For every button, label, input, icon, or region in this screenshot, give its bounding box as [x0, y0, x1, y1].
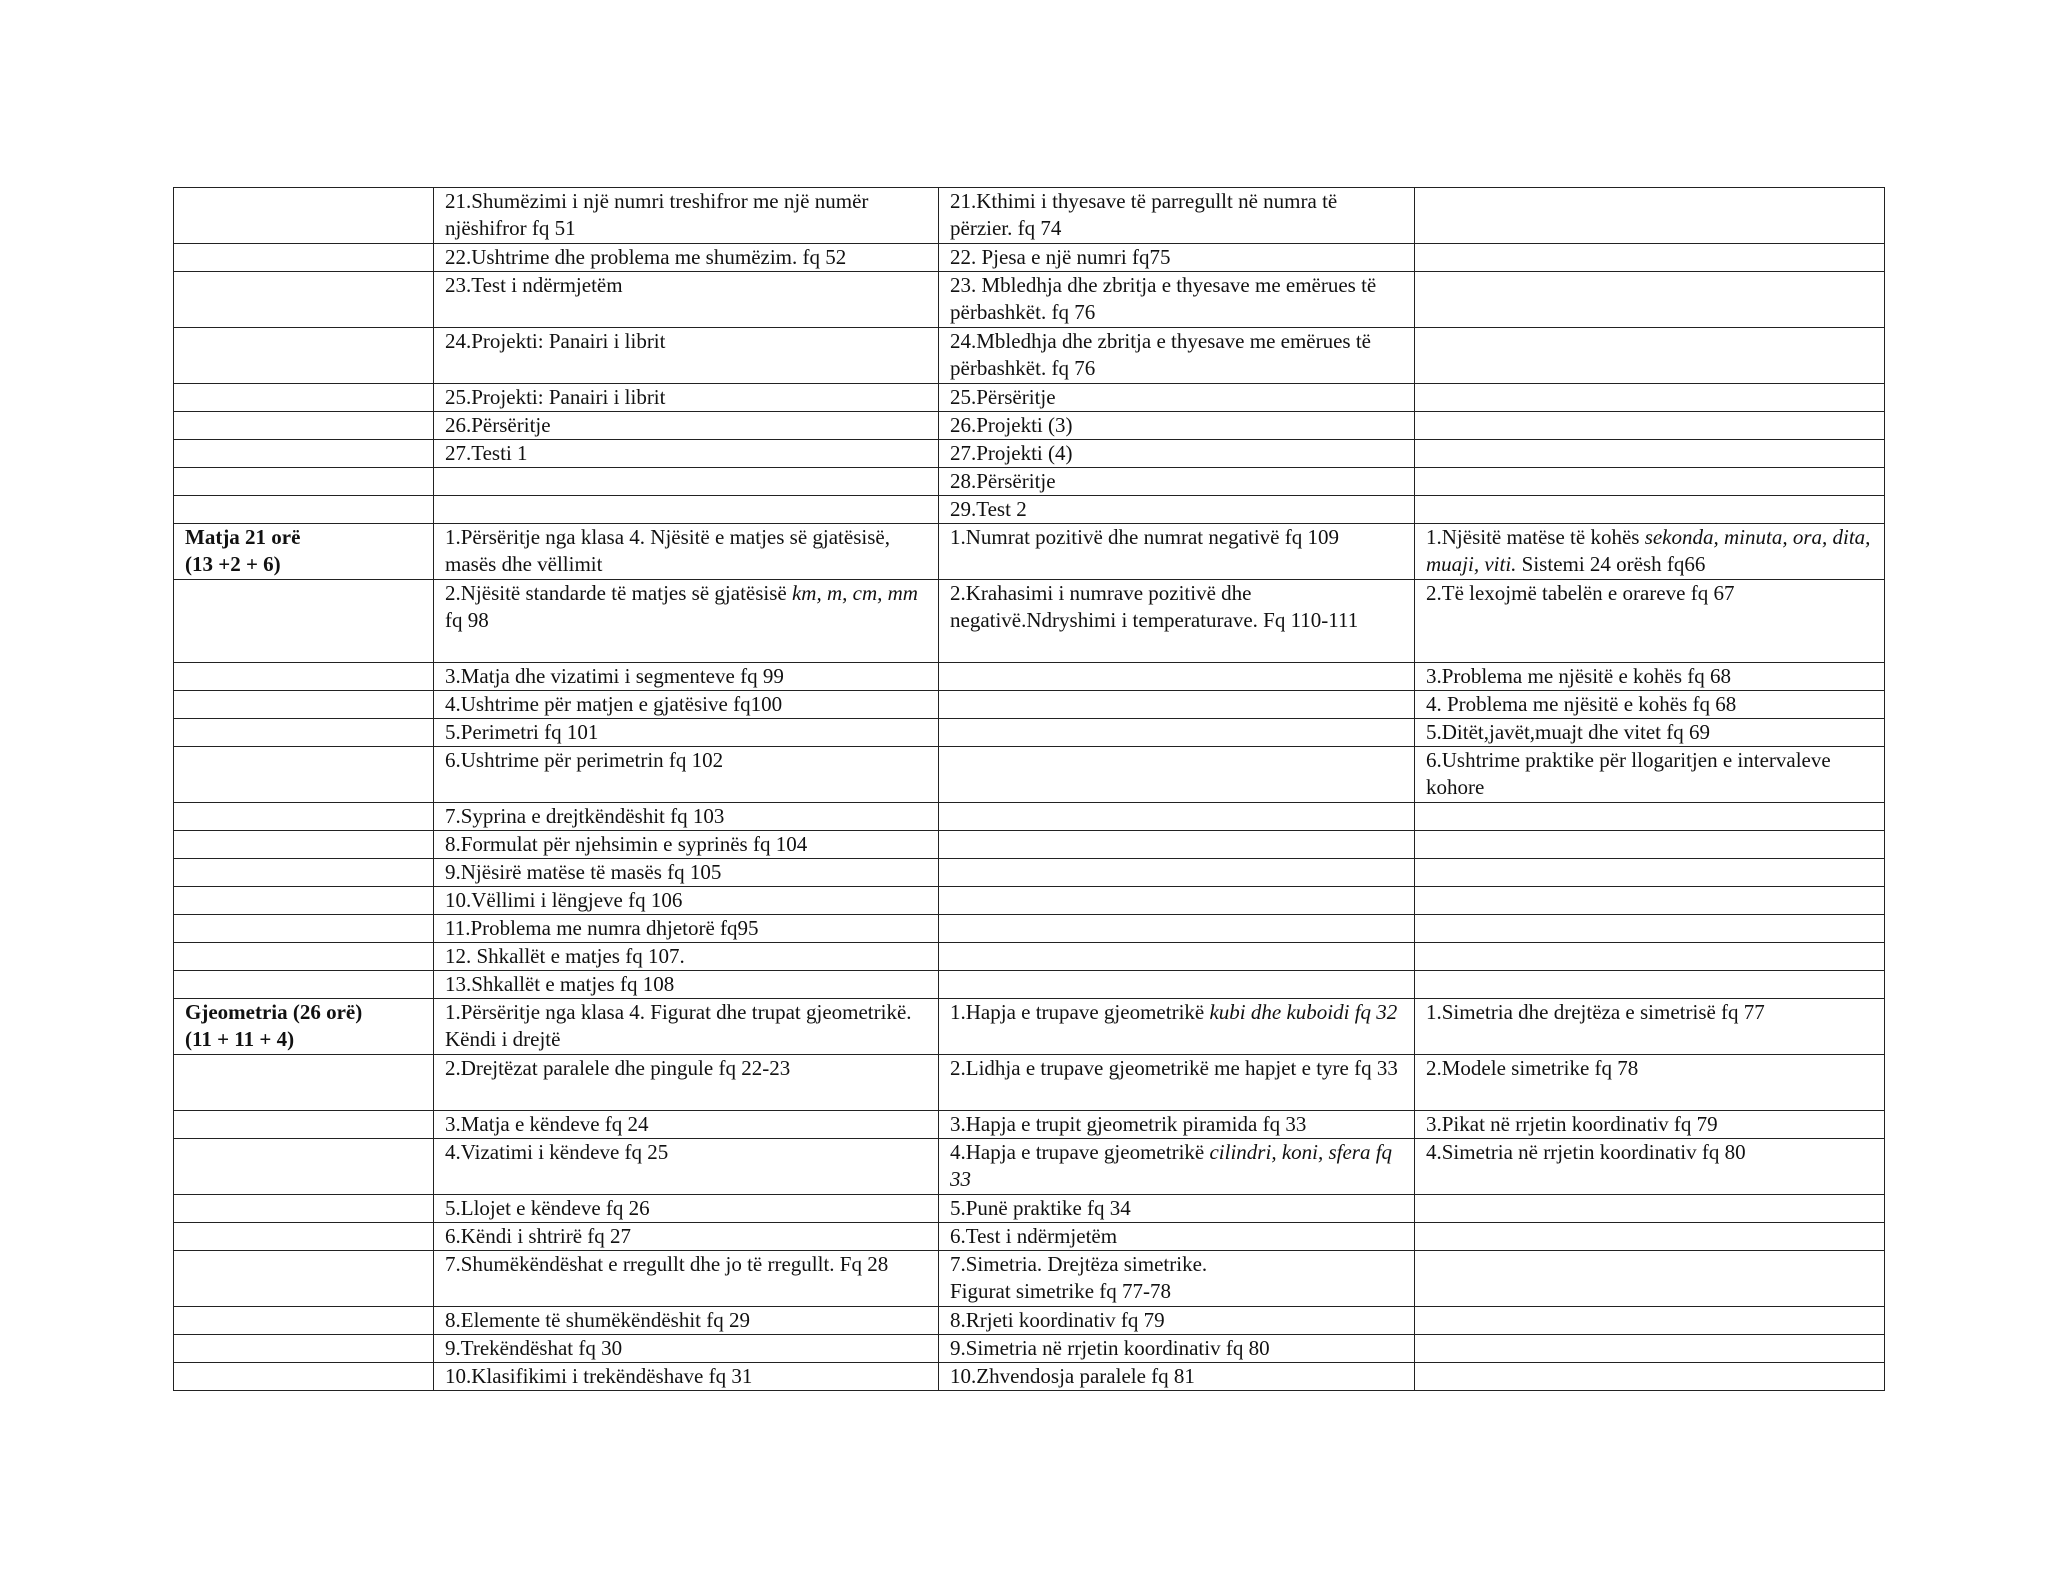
topic-cell	[174, 859, 434, 887]
lesson-cell	[1415, 831, 1885, 859]
table-row	[174, 1139, 1885, 1195]
lesson-cell: 7.Syprina e drejtkëndëshit fq 103	[434, 803, 939, 831]
lesson-cell	[1415, 971, 1885, 999]
lesson-cell: 2.Krahasimi i numrave pozitivë dhe negativë.Ndryshimi i temperaturave. Fq 110-111	[939, 580, 1415, 663]
lesson-cell	[1415, 188, 1885, 244]
lesson-cell	[939, 747, 1415, 803]
table-row	[174, 943, 1885, 971]
topic-title: Gjeometria (26 orë)	[185, 1000, 363, 1024]
table-row	[174, 1195, 1885, 1223]
lesson-cell	[1415, 328, 1885, 384]
lesson-cell	[1415, 1251, 1885, 1307]
lesson-cell: 4. Problema me njësitë e kohës fq 68	[1415, 691, 1885, 719]
lesson-cell: 1.Përsëritje nga klasa 4. Njësitë e matjes së gjatësisë, masës dhe vëllimit	[434, 524, 939, 580]
lesson-cell: 24.Projekti: Panairi i librit	[434, 328, 939, 384]
lesson-cell	[1415, 1223, 1885, 1251]
table-row	[174, 1055, 1885, 1111]
lesson-cell: 29.Test 2	[939, 496, 1415, 524]
lesson-text: Sistemi 24 orësh fq66	[1516, 552, 1706, 576]
table-row	[174, 1335, 1885, 1363]
lesson-cell	[939, 1139, 1415, 1195]
table-row	[174, 1223, 1885, 1251]
table-row	[174, 859, 1885, 887]
lesson-cell	[1415, 412, 1885, 440]
lesson-cell	[434, 468, 939, 496]
lesson-text: 2.Njësitë standarde të matjes së gjatësisë	[445, 581, 792, 605]
lesson-cell: 3.Matja e këndeve fq 24	[434, 1111, 939, 1139]
lesson-cell: 10.Klasifikimi i trekëndëshave fq 31	[434, 1363, 939, 1391]
lesson-cell	[939, 803, 1415, 831]
table-row	[174, 244, 1885, 272]
topic-cell	[174, 1307, 434, 1335]
lesson-cell: 8.Rrjeti koordinativ fq 79	[939, 1307, 1415, 1335]
topic-title: Matja 21 orë	[185, 525, 301, 549]
lesson-cell: 13.Shkallët e matjes fq 108	[434, 971, 939, 999]
table-row	[174, 468, 1885, 496]
lesson-cell	[939, 691, 1415, 719]
table-row	[174, 496, 1885, 524]
lesson-cell	[1415, 440, 1885, 468]
topic-cell	[174, 244, 434, 272]
lesson-cell	[1415, 803, 1885, 831]
table-row	[174, 272, 1885, 328]
lesson-cell: 8.Formulat për njehsimin e syprinës fq 104	[434, 831, 939, 859]
lesson-cell	[1415, 244, 1885, 272]
lesson-cell: 6.Ushtrime për perimetrin fq 102	[434, 747, 939, 803]
curriculum-table	[173, 187, 1885, 1391]
lesson-cell: 2.Drejtëzat paralele dhe pingule fq 22-23	[434, 1055, 939, 1111]
lesson-cell	[939, 999, 1415, 1055]
lesson-cell	[939, 719, 1415, 747]
lesson-cell	[1415, 1195, 1885, 1223]
lesson-cell	[1415, 887, 1885, 915]
lesson-cell: 22. Pjesa e një numri fq75	[939, 244, 1415, 272]
lesson-cell: 27.Testi 1	[434, 440, 939, 468]
lesson-cell: 12. Shkallët e matjes fq 107.	[434, 943, 939, 971]
table-row	[174, 1363, 1885, 1391]
topic-cell	[174, 272, 434, 328]
topic-cell	[174, 803, 434, 831]
topic-cell	[174, 831, 434, 859]
lesson-cell: 9.Simetria në rrjetin koordinativ fq 80	[939, 1335, 1415, 1363]
table-row	[174, 719, 1885, 747]
lesson-cell: 6.Ushtrime praktike për llogaritjen e intervaleve kohore	[1415, 747, 1885, 803]
topic-cell	[174, 971, 434, 999]
topic-cell	[174, 328, 434, 384]
table-row	[174, 803, 1885, 831]
lesson-cell: 25.Përsëritje	[939, 384, 1415, 412]
lesson-cell: 6.Këndi i shtrirë fq 27	[434, 1223, 939, 1251]
table-row	[174, 1111, 1885, 1139]
lesson-text-italic: kubi dhe kuboidi fq 32	[1209, 1000, 1398, 1024]
lesson-cell: 4.Vizatimi i këndeve fq 25	[434, 1139, 939, 1195]
lesson-cell	[434, 580, 939, 663]
lesson-cell: 3.Hapja e trupit gjeometrik piramida fq 33	[939, 1111, 1415, 1139]
lesson-cell: 4.Simetria në rrjetin koordinativ fq 80	[1415, 1139, 1885, 1195]
lesson-text: 7.Simetria. Drejtëza simetrike.	[950, 1252, 1208, 1276]
topic-cell	[174, 663, 434, 691]
lesson-cell: 7.Shumëkëndëshat e rregullt dhe jo të rregullt. Fq 28	[434, 1251, 939, 1307]
topic-cell	[174, 580, 434, 663]
lesson-cell: 1.Përsëritje nga klasa 4. Figurat dhe trupat gjeometrikë. Këndi i drejtë	[434, 999, 939, 1055]
lesson-cell	[1415, 915, 1885, 943]
lesson-cell	[1415, 1335, 1885, 1363]
lesson-cell: 5.Ditët,javët,muajt dhe vitet fq 69	[1415, 719, 1885, 747]
topic-cell-matja	[174, 524, 434, 580]
table-row	[174, 524, 1885, 580]
topic-hours: (11 + 11 + 4)	[185, 1027, 295, 1051]
topic-cell	[174, 719, 434, 747]
table-row	[174, 747, 1885, 803]
lesson-cell	[939, 887, 1415, 915]
lesson-cell	[1415, 1307, 1885, 1335]
topic-cell	[174, 1111, 434, 1139]
lesson-cell: 6.Test i ndërmjetëm	[939, 1223, 1415, 1251]
lesson-cell: 10.Zhvendosja paralele fq 81	[939, 1363, 1415, 1391]
lesson-cell: 23.Test i ndërmjetëm	[434, 272, 939, 328]
topic-cell	[174, 1139, 434, 1195]
topic-cell	[174, 1195, 434, 1223]
table-row	[174, 971, 1885, 999]
lesson-cell	[1415, 496, 1885, 524]
lesson-cell: 25.Projekti: Panairi i librit	[434, 384, 939, 412]
topic-cell	[174, 468, 434, 496]
topic-cell	[174, 1251, 434, 1307]
lesson-cell: 9.Trekëndëshat fq 30	[434, 1335, 939, 1363]
topic-cell	[174, 384, 434, 412]
lesson-cell: 22.Ushtrime dhe problema me shumëzim. fq 52	[434, 244, 939, 272]
lesson-cell	[939, 943, 1415, 971]
topic-cell	[174, 440, 434, 468]
lesson-text: Figurat simetrike fq 77-78	[950, 1279, 1172, 1303]
lesson-cell	[939, 1251, 1415, 1307]
lesson-text: 4.Hapja e trupave gjeometrikë	[950, 1140, 1210, 1164]
lesson-text: fq 98	[445, 608, 489, 632]
topic-cell	[174, 943, 434, 971]
table-row	[174, 691, 1885, 719]
topic-hours: (13 +2 + 6)	[185, 552, 281, 576]
lesson-cell: 1.Numrat pozitivë dhe numrat negativë fq 109	[939, 524, 1415, 580]
topic-cell	[174, 188, 434, 244]
table-row	[174, 440, 1885, 468]
lesson-cell: 8.Elemente të shumëkëndëshit fq 29	[434, 1307, 939, 1335]
lesson-cell: 2.Modele simetrike fq 78	[1415, 1055, 1885, 1111]
table-row	[174, 1307, 1885, 1335]
lesson-cell	[434, 496, 939, 524]
lesson-text-italic: km, m, cm, mm	[791, 581, 918, 605]
topic-cell	[174, 412, 434, 440]
lesson-cell	[1415, 859, 1885, 887]
lesson-cell: 5.Perimetri fq 101	[434, 719, 939, 747]
lesson-text-italic: cilindri, koni, sfera fq 33	[950, 1140, 1393, 1191]
lesson-text: 1.Hapja e trupave gjeometrikë	[950, 1000, 1210, 1024]
lesson-cell: 5.Punë praktike fq 34	[939, 1195, 1415, 1223]
topic-cell	[174, 1363, 434, 1391]
topic-cell	[174, 1223, 434, 1251]
topic-cell	[174, 691, 434, 719]
lesson-cell: 1.Simetria dhe drejtëza e simetrisë fq 77	[1415, 999, 1885, 1055]
lesson-cell: 2.Të lexojmë tabelën e orareve fq 67	[1415, 580, 1885, 663]
lesson-cell: 27.Projekti (4)	[939, 440, 1415, 468]
lesson-cell: 23. Mbledhja dhe zbritja e thyesave me emërues të përbashkët. fq 76	[939, 272, 1415, 328]
lesson-cell	[1415, 524, 1885, 580]
lesson-cell	[1415, 468, 1885, 496]
lesson-cell: 3.Problema me njësitë e kohës fq 68	[1415, 663, 1885, 691]
lesson-cell	[1415, 384, 1885, 412]
topic-cell	[174, 1335, 434, 1363]
lesson-cell	[939, 971, 1415, 999]
table-row	[174, 188, 1885, 244]
lesson-cell: 28.Përsëritje	[939, 468, 1415, 496]
lesson-cell	[939, 663, 1415, 691]
table-row	[174, 887, 1885, 915]
lesson-cell	[1415, 1363, 1885, 1391]
table-row	[174, 999, 1885, 1055]
table-row	[174, 328, 1885, 384]
table-row	[174, 831, 1885, 859]
lesson-cell: 4.Ushtrime për matjen e gjatësive fq100	[434, 691, 939, 719]
lesson-cell: 11.Problema me numra dhjetorë fq95	[434, 915, 939, 943]
lesson-cell: 9.Njësirë matëse të masës fq 105	[434, 859, 939, 887]
lesson-cell	[939, 859, 1415, 887]
lesson-cell	[939, 915, 1415, 943]
lesson-cell	[939, 831, 1415, 859]
lesson-cell: 21.Kthimi i thyesave të parregullt në numra të përzier. fq 74	[939, 188, 1415, 244]
lesson-cell	[1415, 272, 1885, 328]
table-row	[174, 1251, 1885, 1307]
table-row	[174, 663, 1885, 691]
lesson-text: 1.Njësitë matëse të kohës	[1426, 525, 1645, 549]
topic-cell	[174, 887, 434, 915]
table-row	[174, 384, 1885, 412]
lesson-cell: 2.Lidhja e trupave gjeometrikë me hapjet e tyre fq 33	[939, 1055, 1415, 1111]
lesson-cell	[1415, 943, 1885, 971]
lesson-cell: 26.Përsëritje	[434, 412, 939, 440]
table-row	[174, 580, 1885, 663]
table-row	[174, 915, 1885, 943]
lesson-cell: 3.Pikat në rrjetin koordinativ fq 79	[1415, 1111, 1885, 1139]
lesson-text-italic: sekonda, minuta, ora, dita, muaji, viti.	[1426, 525, 1871, 576]
lesson-cell: 26.Projekti (3)	[939, 412, 1415, 440]
lesson-cell: 21.Shumëzimi i një numri treshifror me një numër njëshifror fq 51	[434, 188, 939, 244]
topic-cell	[174, 747, 434, 803]
topic-cell	[174, 915, 434, 943]
topic-cell	[174, 496, 434, 524]
lesson-cell: 5.Llojet e këndeve fq 26	[434, 1195, 939, 1223]
table-row	[174, 412, 1885, 440]
lesson-cell: 10.Vëllimi i lëngjeve fq 106	[434, 887, 939, 915]
topic-cell	[174, 1055, 434, 1111]
lesson-cell: 24.Mbledhja dhe zbritja e thyesave me emërues të përbashkët. fq 76	[939, 328, 1415, 384]
lesson-cell: 3.Matja dhe vizatimi i segmenteve fq 99	[434, 663, 939, 691]
topic-cell-gjeometria	[174, 999, 434, 1055]
